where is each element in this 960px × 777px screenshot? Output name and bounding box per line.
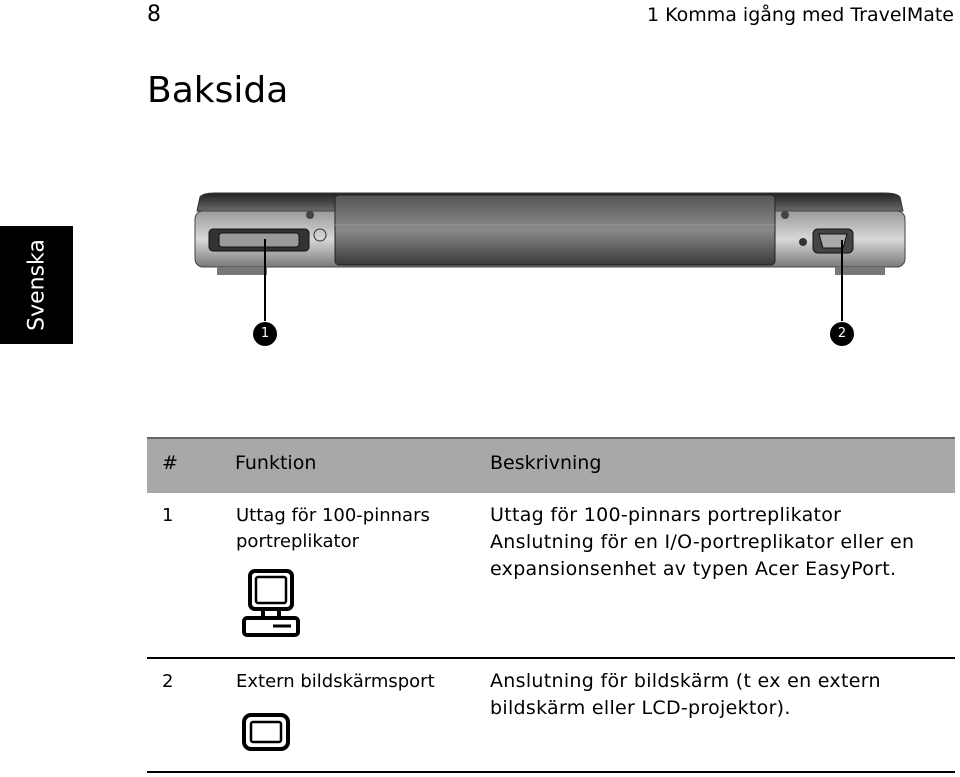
row-divider — [147, 657, 955, 659]
header-function: Funktion — [235, 452, 317, 474]
header-number: # — [162, 452, 178, 474]
laptop-rear-figure — [185, 185, 915, 355]
row-2-number: 2 — [162, 671, 174, 692]
section-title: Baksida — [147, 70, 289, 111]
row-1-function: Uttag för 100-pinnars portreplikator — [236, 505, 430, 552]
callout-1: 1 — [253, 322, 277, 346]
running-header: 1 Komma igång med TravelMate — [646, 4, 954, 26]
table-header — [147, 437, 955, 493]
laptop-rear-illustration — [185, 185, 915, 355]
row-1-number: 1 — [162, 505, 174, 526]
row-2-function: Extern bildskärmsport — [236, 671, 435, 692]
port-replicator-icon — [241, 568, 301, 640]
callout-2: 2 — [830, 322, 854, 346]
language-tab — [0, 226, 73, 344]
table-bottom-rule — [147, 771, 955, 773]
language-tab-label: Svenska — [24, 239, 49, 331]
row-1-description: Uttag för 100-pinnars portreplikator Anslutning för en I/O-portreplikator eller en expansionsenhet av typen Acer EasyPort. — [490, 504, 915, 580]
row-2-description: Anslutning för bildskärm (t ex en extern bildskärm eller LCD-projektor). — [490, 670, 881, 719]
header-description: Beskrivning — [490, 452, 602, 474]
page-number: 8 — [147, 2, 161, 27]
monitor-icon — [241, 712, 291, 752]
